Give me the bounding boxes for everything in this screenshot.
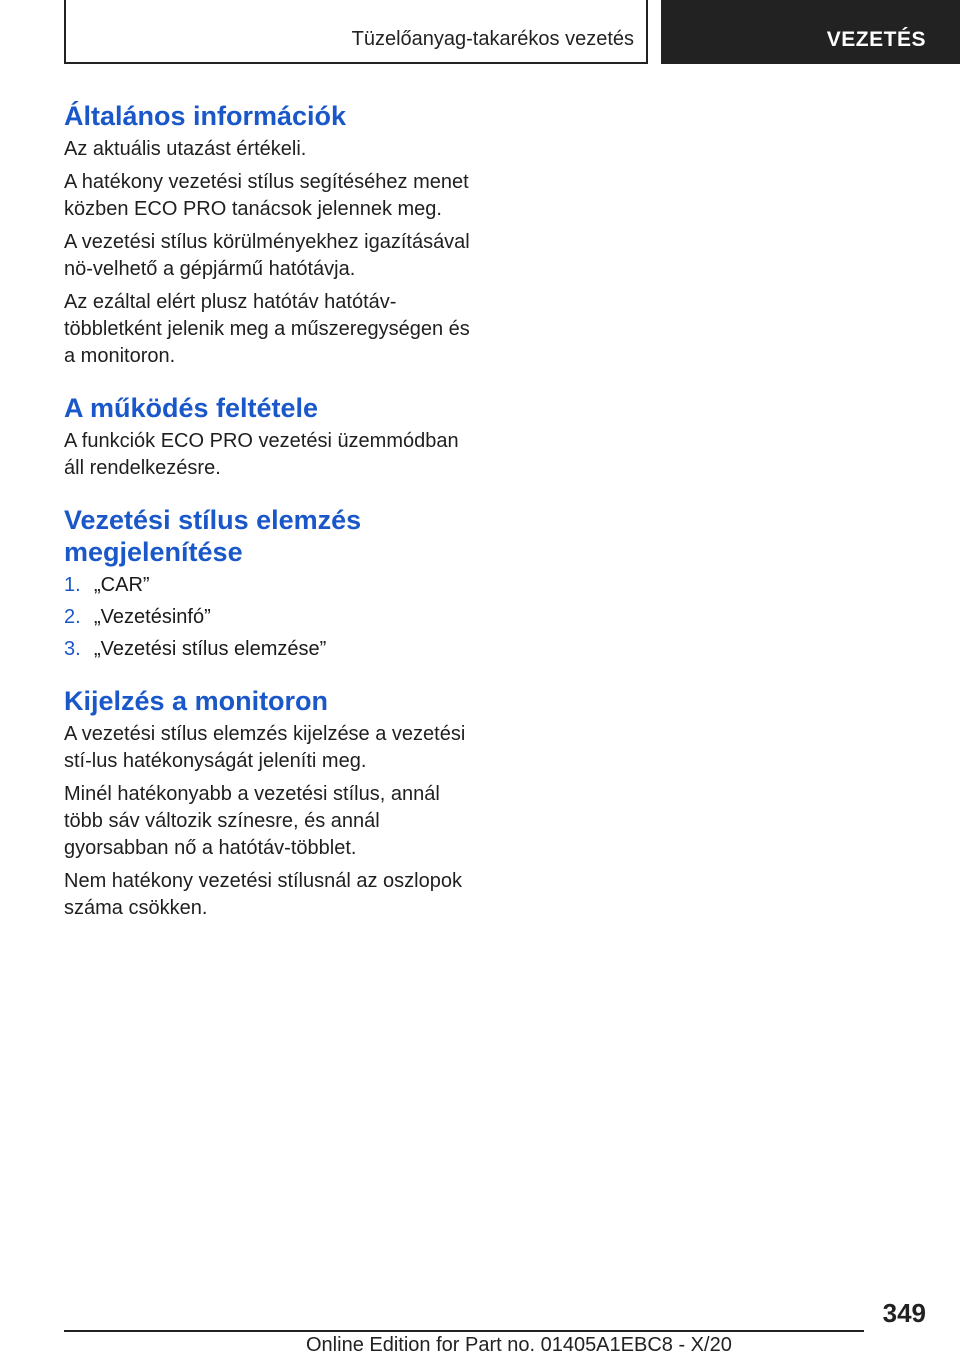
header-section-title: Tüzelőanyag-takarékos vezetés xyxy=(351,28,634,50)
paragraph: A funkciók ECO PRO vezetési üzemmódban áll rendelkezésre. xyxy=(64,430,459,479)
step-text: „Vezetésinfó” xyxy=(94,606,211,628)
page-number: 349 xyxy=(882,1298,926,1328)
paragraph: Az aktuális utazást értékeli. xyxy=(64,138,307,160)
section-heading: Vezetési stílus elemzés megjelenítése xyxy=(64,505,362,567)
list-item xyxy=(64,572,484,599)
section-display-analysis xyxy=(64,504,484,663)
step-text: „CAR” xyxy=(94,574,150,596)
footer-divider xyxy=(64,1330,864,1332)
footer-edition-text: Online Edition for Part no. 01405A1EBC8 - X/20 xyxy=(306,1334,732,1356)
header-section-box xyxy=(64,0,648,64)
section-requirements xyxy=(64,392,484,482)
paragraph: Az ezáltal elért plusz hatótáv hatótáv-többletként jelenik meg a műszeregységen és a monitoron. xyxy=(64,291,470,367)
header-chapter-tab xyxy=(661,0,960,64)
step-number: 1. xyxy=(64,574,81,596)
section-general-info xyxy=(64,100,484,370)
list-item xyxy=(64,636,484,663)
paragraph: A vezetési stílus elemzés kijelzése a vezetési stí-lus hatékonyságát jeleníti meg. xyxy=(64,723,466,772)
paragraph: A hatékony vezetési stílus segítéséhez menet közben ECO PRO tanácsok jelennek meg. xyxy=(64,171,469,220)
step-number: 2. xyxy=(64,606,81,628)
section-heading: Kijelzés a monitoron xyxy=(64,686,329,716)
paragraph: Nem hatékony vezetési stílusnál az oszlopok száma csökken. xyxy=(64,870,462,919)
paragraph: Minél hatékonyabb a vezetési stílus, annál több sáv változik színesre, és annál gyorsabban nő a hatótáv-többlet. xyxy=(64,783,440,859)
step-number: 3. xyxy=(64,638,81,660)
list-item xyxy=(64,604,484,631)
main-content xyxy=(64,100,484,922)
section-heading: A működés feltétele xyxy=(64,393,319,423)
paragraph: A vezetési stílus körülményekhez igazításával nö-velhető a gépjármű hatótávja. xyxy=(64,231,470,280)
steps-list xyxy=(64,572,484,663)
section-heading: Általános információk xyxy=(64,101,347,131)
step-text: „Vezetési stílus elemzése” xyxy=(94,638,327,660)
section-monitor-display xyxy=(64,685,484,922)
header-chapter-label: VEZETÉS xyxy=(826,28,926,51)
